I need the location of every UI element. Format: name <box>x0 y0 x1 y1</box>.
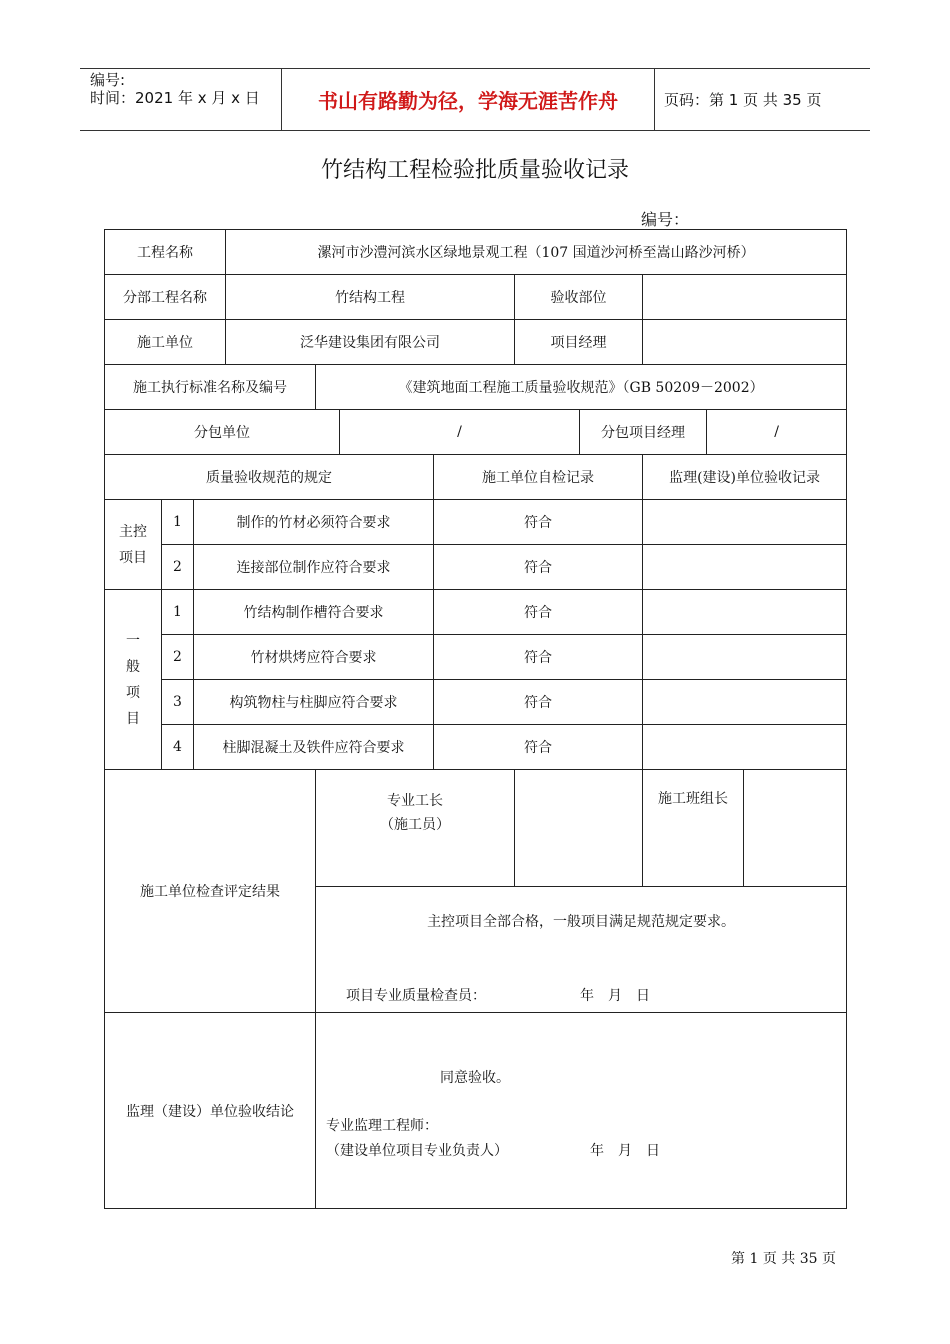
sub-pm-label: 分包项目经理 <box>580 410 707 455</box>
acceptance-record-table <box>104 229 847 1209</box>
item-result: 符合 <box>434 590 643 635</box>
project-value: 漯河市沙澧河滨水区绿地景观工程（107 国道沙河桥至嵩山路沙河桥） <box>226 230 847 275</box>
header-time: 时间：2021 年 x 月 x 日 <box>90 89 260 107</box>
column-header-row <box>105 455 847 500</box>
item-result: 符合 <box>434 545 643 590</box>
supervising-engineer-label: 专业监理工程师： <box>326 1118 438 1134</box>
general-item-row <box>105 590 847 635</box>
contractor-value: 泛华建设集团有限公司 <box>226 320 515 365</box>
header-meta <box>90 71 280 107</box>
supervision-date: 年 月 日 <box>590 1143 660 1159</box>
supervision-row <box>105 1013 847 1209</box>
general-label-char: 项 <box>126 684 140 701</box>
item-no: 3 <box>162 680 194 725</box>
supervision-result <box>316 1013 847 1209</box>
supervisor-header: 监理(建设)单位验收记录 <box>643 455 847 500</box>
project-manager-value <box>643 320 847 365</box>
item-text: 竹材烘烤应符合要求 <box>194 635 434 680</box>
subcontractor-row <box>105 410 847 455</box>
item-result: 符合 <box>434 500 643 545</box>
item-text: 柱脚混凝土及铁件应符合要求 <box>194 725 434 770</box>
subproject-value: 竹结构工程 <box>226 275 515 320</box>
subproject-row <box>105 275 847 320</box>
item-no: 1 <box>162 500 194 545</box>
page-header <box>80 68 870 131</box>
team-leader-signature <box>744 770 847 887</box>
inspection-conclusion: 主控项目全部合格，一般项目满足规范规定要求。 <box>427 914 736 931</box>
main-items-label <box>105 500 162 590</box>
general-item-row <box>105 680 847 725</box>
subcontractor-value: / <box>340 410 580 455</box>
item-text: 构筑物柱与柱脚应符合要求 <box>194 680 434 725</box>
general-label-char: 一 <box>126 632 140 649</box>
subproject-label: 分部工程名称 <box>105 275 226 320</box>
item-no: 4 <box>162 725 194 770</box>
header-doc-no: 编号: <box>90 71 126 89</box>
foreman-label-line2: （施工员） <box>380 817 450 834</box>
inspection-signature-row <box>105 770 847 887</box>
form-doc-no-blank <box>689 215 711 230</box>
header-page-number: 页码：第 1 页 共 35 页 <box>664 91 822 109</box>
foreman-label-line1: 专业工长 <box>387 793 443 810</box>
project-manager-label: 项目经理 <box>515 320 643 365</box>
standard-label: 施工执行标准名称及编号 <box>105 365 316 410</box>
main-items-label-line1: 主控 <box>119 523 147 540</box>
acceptance-part-label: 验收部位 <box>515 275 643 320</box>
contractor-row <box>105 320 847 365</box>
item-result: 符合 <box>434 635 643 680</box>
inspection-label: 施工单位检查评定结果 <box>105 770 316 1013</box>
page-title: 竹结构工程检验批质量验收记录 <box>320 158 629 183</box>
standard-row <box>105 365 847 410</box>
inspection-result <box>316 887 847 1013</box>
item-supervisor-record <box>643 500 847 545</box>
sub-pm-value: / <box>707 410 847 455</box>
item-supervisor-record <box>643 545 847 590</box>
item-supervisor-record <box>643 725 847 770</box>
acceptance-part-value <box>643 275 847 320</box>
main-items-label-line2: 项目 <box>119 549 147 566</box>
page-footer: 第 1 页 共 35 页 <box>731 1251 836 1267</box>
item-no: 1 <box>162 590 194 635</box>
item-supervisor-record <box>643 635 847 680</box>
foreman-label <box>316 770 515 887</box>
item-supervisor-record <box>643 680 847 725</box>
project-row <box>105 230 847 275</box>
quality-inspector-label: 项目专业质量检查员： <box>346 988 486 1005</box>
supervision-conclusion: 同意验收。 <box>440 1070 510 1086</box>
standard-value: 《建筑地面工程施工质量验收规范》（GB 50209－2002） <box>316 365 847 410</box>
general-item-row <box>105 635 847 680</box>
general-items-label <box>105 590 162 770</box>
team-leader-label <box>643 770 744 887</box>
item-text: 竹结构制作槽符合要求 <box>194 590 434 635</box>
supervision-label: 监理（建设）单位验收结论 <box>105 1013 316 1209</box>
subcontractor-label: 分包单位 <box>105 410 340 455</box>
item-no: 2 <box>162 545 194 590</box>
contractor-label: 施工单位 <box>105 320 226 365</box>
team-leader-text: 施工班组长 <box>658 791 728 808</box>
item-text: 制作的竹材必须符合要求 <box>194 500 434 545</box>
form-doc-no-label: 编号： <box>641 210 690 229</box>
main-item-row <box>105 500 847 545</box>
item-result: 符合 <box>434 680 643 725</box>
item-supervisor-record <box>643 590 847 635</box>
foreman-signature <box>515 770 643 887</box>
inspection-date: 年 月 日 <box>580 988 650 1005</box>
main-item-row <box>105 545 847 590</box>
item-no: 2 <box>162 635 194 680</box>
general-item-row <box>105 725 847 770</box>
item-text: 连接部位制作应符合要求 <box>194 545 434 590</box>
owner-representative-label: （建设单位项目专业负责人） <box>326 1143 508 1159</box>
form-doc-no <box>641 207 711 230</box>
general-label-char: 般 <box>126 658 140 675</box>
general-label-char: 目 <box>126 710 140 727</box>
header-motto: 书山有路勤为径，学海无涯苦作舟 <box>281 69 655 130</box>
project-label: 工程名称 <box>105 230 226 275</box>
spec-header: 质量验收规范的规定 <box>105 455 434 500</box>
self-check-header: 施工单位自检记录 <box>434 455 643 500</box>
item-result: 符合 <box>434 725 643 770</box>
